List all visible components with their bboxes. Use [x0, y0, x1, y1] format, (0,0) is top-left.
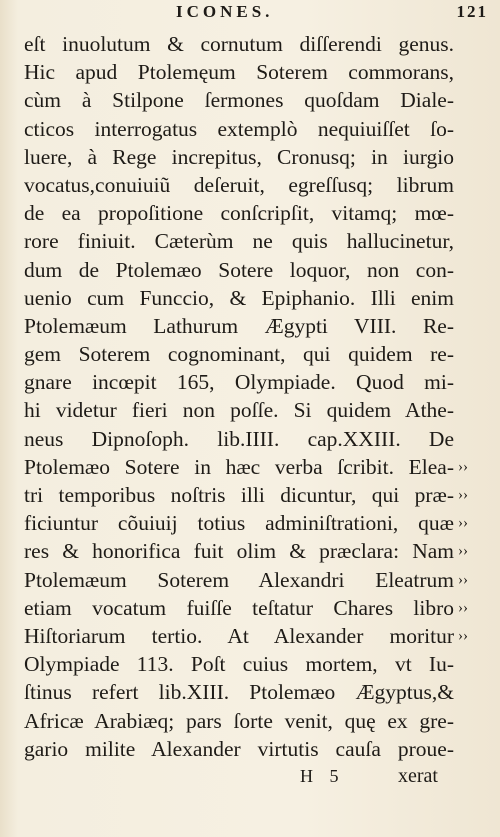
quotation-mark: ››: [458, 515, 468, 531]
running-title: ICONES.: [176, 2, 274, 21]
text-line: uenio cum Funccio, & Epiphanio. Illi enim: [24, 285, 454, 310]
text-line: Hiſtoriarum tertio. At Alexander moritur: [24, 623, 454, 648]
quotation-mark: ››: [458, 628, 468, 644]
text-line: eſt inuolutum & cornutum diſſerendi genus.: [24, 32, 454, 56]
quotation-mark: ››: [458, 600, 468, 616]
text-line: neus Dipnoſoph. lib.IIII. cap.XXIII. De: [24, 426, 454, 451]
text-line: ficiuntur cõuiuij totius adminiſtrationi, quæ: [24, 511, 454, 536]
text-line: tri temporibus noſtris illi dicuntur, qui præ-: [24, 483, 454, 507]
text-line: hi videtur fieri non poſſe. Si quidem Athe-: [24, 398, 454, 423]
text-line: res & honorifica fuit olim & præclara: Nam: [24, 539, 454, 564]
quotation-mark: ››: [458, 543, 468, 559]
text-line: ſtinus refert lib.XIII. Ptolemæo Ægyptus,&: [24, 680, 454, 705]
signature-mark: H 5: [300, 766, 345, 786]
page-number: 121: [456, 2, 488, 21]
text-line: Africæ Arabiæq; pars ſorte venit, quę ex gre-: [24, 708, 454, 733]
text-line: Ptolemæo Sotere in hæc verba ſcribit. Elea-: [24, 454, 454, 479]
catchword: xerat: [398, 765, 438, 787]
text-line: gario milite Alexander virtutis cauſa proue-: [24, 736, 454, 761]
page-footer: [0, 762, 500, 790]
text-line: Ptolemæum Soterem Alexandri Eleatrum: [24, 567, 454, 592]
text-line: Olympiade 113. Poſt cuius mortem, vt Iu-: [24, 652, 454, 677]
quotation-mark: ››: [458, 459, 468, 475]
text-line: de ea propoſitione conſcripſit, vitamq; mœ-: [24, 201, 454, 226]
text-line: rore finiuit. Cæterùm ne quis hallucinetur,: [24, 229, 454, 254]
quotation-mark: ››: [458, 487, 468, 503]
quotation-mark: ››: [458, 572, 468, 588]
page-header: [0, 2, 500, 24]
text-line: Ptolemæum Lathurum Ægypti VIII. Re-: [24, 313, 454, 338]
text-line: vocatus,conuiuiũ deſeruit, egreſſusq; librum: [24, 172, 454, 197]
text-line: cùm à Stilpone ſermones quoſdam Diale-: [24, 88, 454, 113]
text-line: Hic apud Ptolemęum Soterem commorans,: [24, 60, 454, 85]
text-line: etiam vocatum fuiſſe teſtatur Chares libro: [24, 595, 454, 620]
text-line: cticos interrogatus extemplò nequiuiſſet ſo-: [24, 116, 454, 141]
text-line: gnare incœpit 165, Olympiade. Quod mi-: [24, 370, 454, 395]
text-line: gem Soterem cognominant, qui quidem re-: [24, 342, 454, 367]
text-line: dum de Ptolemæo Sotere loquor, non con-: [24, 257, 454, 282]
text-line: luere, à Rege increpitus, Cronusq; in iurgio: [24, 144, 454, 169]
body-text: [24, 30, 454, 763]
